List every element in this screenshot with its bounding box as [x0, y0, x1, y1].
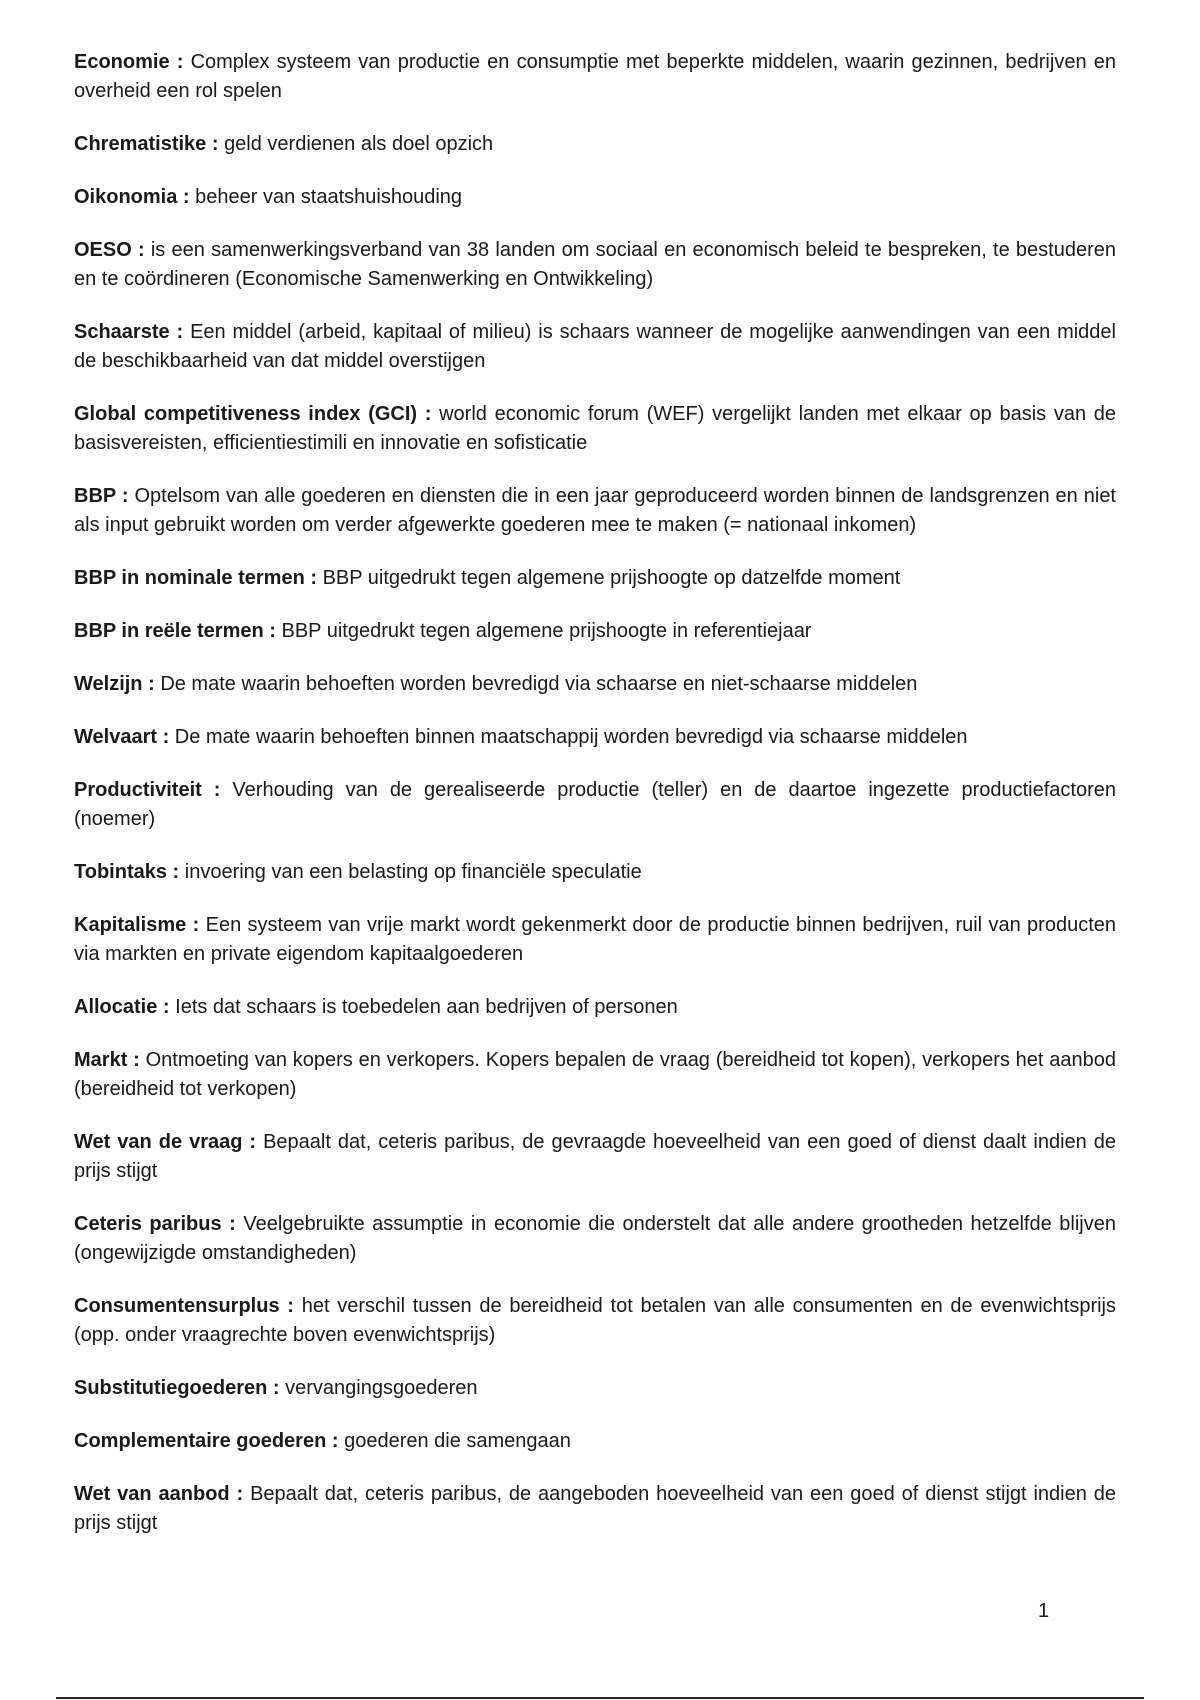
- glossary-entry-schaarste: [74, 318, 1116, 376]
- entry-term: Chrematistike :: [74, 133, 219, 155]
- entry-definition: Bepaalt dat, ceteris paribus, de gevraagde hoeveelheid van een goed of dienst daalt indien de prijs stijgt: [74, 1131, 1116, 1182]
- entry-definition: is een samenwerkingsverband van 38 landen om sociaal en economisch beleid te bespreken, te bestuderen en te coördineren (Economische Samenwerking en Ontwikkeling): [74, 239, 1116, 290]
- entry-definition: goederen die samengaan: [344, 1430, 571, 1452]
- entry-definition: Bepaalt dat, ceteris paribus, de aangeboden hoeveelheid van een goed of dienst stijgt indien de prijs stijgt: [74, 1483, 1116, 1534]
- glossary-entry-kapitalisme: [74, 911, 1116, 969]
- glossary-entry-bbp-reeel: [74, 617, 1116, 646]
- entry-term: Kapitalisme :: [74, 914, 200, 936]
- entry-term: Economie :: [74, 51, 184, 73]
- entry-definition: Een middel (arbeid, kapitaal of milieu) is schaars wanneer de mogelijke aanwendingen van een middel de beschikbaarheid van dat middel overstijgen: [74, 321, 1116, 372]
- entry-definition: invoering van een belasting op financiële speculatie: [184, 861, 642, 883]
- glossary-entry-welvaart: [74, 723, 1116, 752]
- entry-term: Welvaart :: [74, 726, 170, 748]
- glossary-entry-economie: [74, 48, 1116, 106]
- entry-term: Substitutiegoederen :: [74, 1377, 280, 1399]
- entry-definition: Optelsom van alle goederen en diensten die in een jaar geproduceerd worden binnen de landsgrenzen en niet als input gebruikt worden om verder afgewerkte goederen mee te maken (= nationaal inkomen): [74, 485, 1116, 536]
- entry-definition: Verhouding van de gerealiseerde productie (teller) en de daartoe ingezette productiefactoren (noemer): [74, 779, 1117, 830]
- entry-term: Allocatie :: [74, 996, 170, 1018]
- entry-definition: beheer van staatshuishouding: [195, 186, 463, 208]
- glossary-entry-complementaire-goederen: [74, 1427, 1116, 1456]
- entry-definition: world economic forum (WEF) vergelijkt landen met elkaar op basis van de basisvereisten, efficientiestimili en innovatie en sofisticatie: [74, 403, 1116, 454]
- entry-definition: het verschil tussen de bereidheid tot betalen van alle consumenten en de evenwichtsprijs (opp. onder vraagrechte boven evenwichtsprijs): [74, 1295, 1117, 1346]
- glossary-entry-gci: [74, 400, 1116, 458]
- entry-definition: Complex systeem van productie en consumptie met beperkte middelen, waarin gezinnen, bedrijven en overheid een rol spelen: [74, 51, 1116, 102]
- glossary-entry-allocatie: [74, 993, 1116, 1022]
- entry-definition: geld verdienen als doel opzich: [224, 133, 494, 155]
- glossary-entry-bbp-nominaal: [74, 564, 1116, 593]
- page-number: 1: [1038, 1600, 1050, 1622]
- glossary-entry-wet-van-de-vraag: [74, 1128, 1116, 1186]
- entry-term: Consumentensurplus :: [74, 1295, 294, 1317]
- entry-definition: BBP uitgedrukt tegen algemene prijshoogte op datzelfde moment: [322, 567, 901, 589]
- entry-term: BBP in reële termen :: [74, 620, 276, 642]
- entry-definition: Veelgebruikte assumptie in economie die onderstelt dat alle andere grootheden hetzelfde blijven (ongewijzigde omstandigheden): [74, 1213, 1116, 1264]
- page-bottom-divider: [56, 1697, 1144, 1699]
- entry-term: Welzijn :: [74, 673, 155, 695]
- entry-term: BBP in nominale termen :: [74, 567, 318, 589]
- glossary-entry-substitutiegoederen: [74, 1374, 1116, 1403]
- entry-term: Global competitiveness index (GCI) :: [74, 403, 432, 425]
- entry-term: Wet van aanbod :: [74, 1483, 244, 1505]
- entry-term: Productiviteit :: [74, 779, 221, 801]
- entry-term: BBP :: [74, 485, 129, 507]
- entry-term: OESO :: [74, 239, 145, 261]
- entry-term: Tobintaks :: [74, 861, 180, 883]
- glossary-entry-welzijn: [74, 670, 1116, 699]
- glossary-entry-oikonomia: [74, 183, 1116, 212]
- glossary-entry-tobintaks: [74, 858, 1116, 887]
- glossary-entry-markt: [74, 1046, 1116, 1104]
- entry-term: Wet van de vraag :: [74, 1131, 257, 1153]
- entry-term: Complementaire goederen :: [74, 1430, 339, 1452]
- glossary-entry-wet-van-aanbod: [74, 1480, 1116, 1538]
- entry-term: Schaarste :: [74, 321, 184, 343]
- entry-term: Ceteris paribus :: [74, 1213, 236, 1235]
- entry-term: Oikonomia :: [74, 186, 190, 208]
- glossary-entry-bbp: [74, 482, 1116, 540]
- glossary-entry-productiviteit: [74, 776, 1116, 834]
- entry-term: Markt :: [74, 1049, 140, 1071]
- glossary-entry-chrematistike: [74, 130, 1116, 159]
- entry-definition: De mate waarin behoeften binnen maatschappij worden bevredigd via schaarse middelen: [174, 726, 968, 748]
- glossary-page: [74, 48, 1116, 1562]
- glossary-entry-ceteris-paribus: [74, 1210, 1116, 1268]
- entry-definition: BBP uitgedrukt tegen algemene prijshoogte in referentiejaar: [281, 620, 812, 642]
- glossary-entry-oeso: [74, 236, 1116, 294]
- glossary-entry-consumentensurplus: [74, 1292, 1116, 1350]
- entry-definition: Een systeem van vrije markt wordt gekenmerkt door de productie binnen bedrijven, ruil van producten via markten en private eigendom kapitaalgoederen: [74, 914, 1116, 965]
- entry-definition: Ontmoeting van kopers en verkopers. Kopers bepalen de vraag (bereidheid tot kopen), verkopers het aanbod (bereidheid tot verkopen): [74, 1049, 1116, 1100]
- entry-definition: Iets dat schaars is toebedelen aan bedrijven of personen: [175, 996, 678, 1018]
- entry-definition: De mate waarin behoeften worden bevredigd via schaarse en niet-schaarse middelen: [160, 673, 918, 695]
- entry-definition: vervangingsgoederen: [285, 1377, 478, 1399]
